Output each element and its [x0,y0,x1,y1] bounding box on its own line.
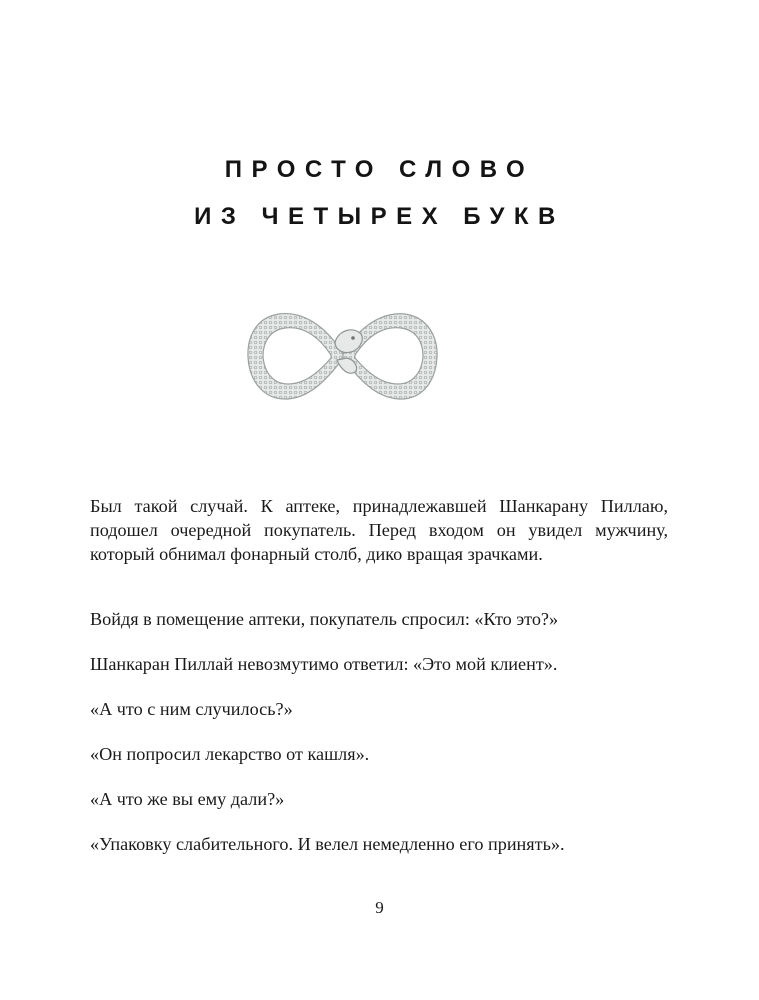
paragraph-5: «Он попросил лекарство от кашля». [90,744,370,764]
paragraph-7: «Упаковку слабительного. И велел немедленно его принять». [90,834,565,854]
page-number: 9 [375,898,384,917]
chapter-title-line-1: ПРОСТО СЛОВО [224,156,535,183]
ouroboros-infinity-snake-icon [243,300,443,412]
paragraph-6: «А что же вы ему дали?» [90,789,285,809]
paragraph-4: «А что с ним случилось?» [90,699,293,719]
paragraph-1: Был такой случай. К аптеке, принадлежавшей Шанкарану Пиллаю, подошел очередной покупатель. Перед входом он увидел мужчину, который обнимал фонарный столб, дико вращая зрачками. [90,496,668,564]
paragraph-2: Войдя в помещение аптеки, покупатель спросил: «Кто это?» [90,609,559,629]
chapter-title-line-2: ИЗ ЧЕТЫРЕХ БУКВ [194,203,565,230]
paragraph-3: Шанкаран Пиллай невозмутимо ответил: «Это мой клиент». [90,654,558,674]
